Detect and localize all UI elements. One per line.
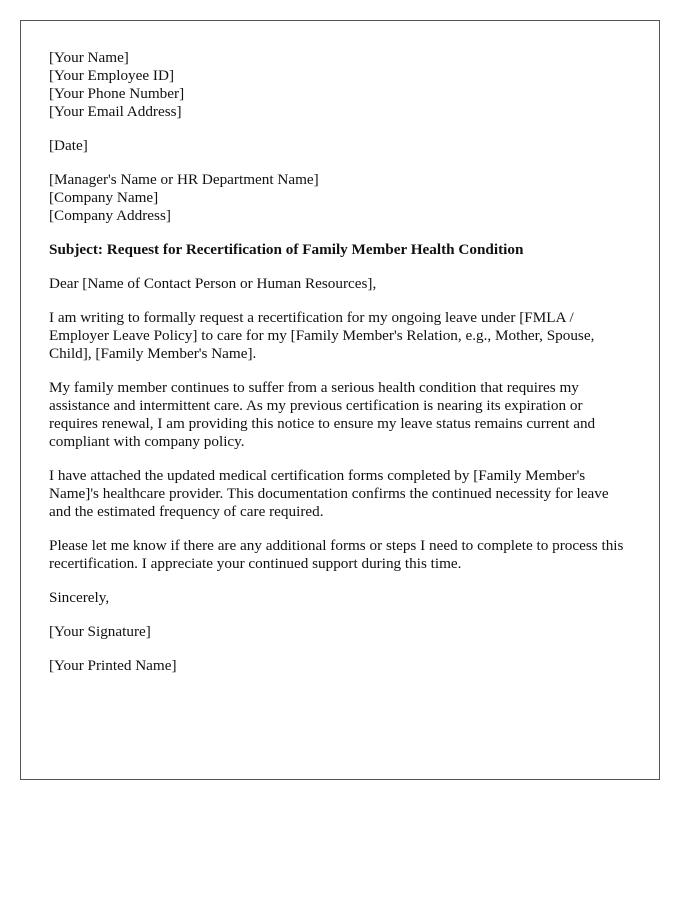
- subject-line: Subject: Request for Recertification of Family Member Health Condition: [49, 241, 524, 258]
- body-paragraph-1: I am writing to formally request a recertification for my ongoing leave under [FMLA / Employer Leave Policy] to care for my [Family Member's Relation, e.g., Mother, Spouse, Child], [Family Member's Name].: [49, 309, 595, 362]
- sender-phone: [Your Phone Number]: [49, 85, 185, 102]
- sender-block: [49, 49, 631, 121]
- body-paragraph-3: I have attached the updated medical certification forms completed by [Family Member's Name]'s healthcare provider. This documentation confirms the continued necessity for leave and the estimated frequency of care required.: [49, 467, 609, 520]
- signature: [Your Signature]: [49, 623, 151, 640]
- recipient-company: [Company Name]: [49, 189, 159, 206]
- letter-page: [20, 20, 660, 780]
- body-paragraph-4: Please let me know if there are any additional forms or steps I need to complete to process this recertification. I appreciate your continued support during this time.: [49, 537, 624, 572]
- date-block: [49, 137, 631, 155]
- sender-employee-id: [Your Employee ID]: [49, 67, 174, 84]
- sender-email: [Your Email Address]: [49, 103, 182, 120]
- recipient-block: [49, 171, 631, 225]
- sender-name: [Your Name]: [49, 49, 129, 66]
- letter-date: [Date]: [49, 137, 88, 154]
- recipient-manager: [Manager's Name or HR Department Name]: [49, 171, 319, 188]
- closing: Sincerely,: [49, 589, 110, 606]
- body-paragraph-2: My family member continues to suffer from a serious health condition that requires my assistance and intermittent care. As my previous certification is nearing its expiration or requires renewal, I am providing this notice to ensure my leave status remains current and compliant with company policy.: [49, 379, 596, 450]
- recipient-address: [Company Address]: [49, 207, 171, 224]
- salutation: Dear [Name of Contact Person or Human Resources],: [49, 275, 377, 292]
- printed-name: [Your Printed Name]: [49, 657, 177, 674]
